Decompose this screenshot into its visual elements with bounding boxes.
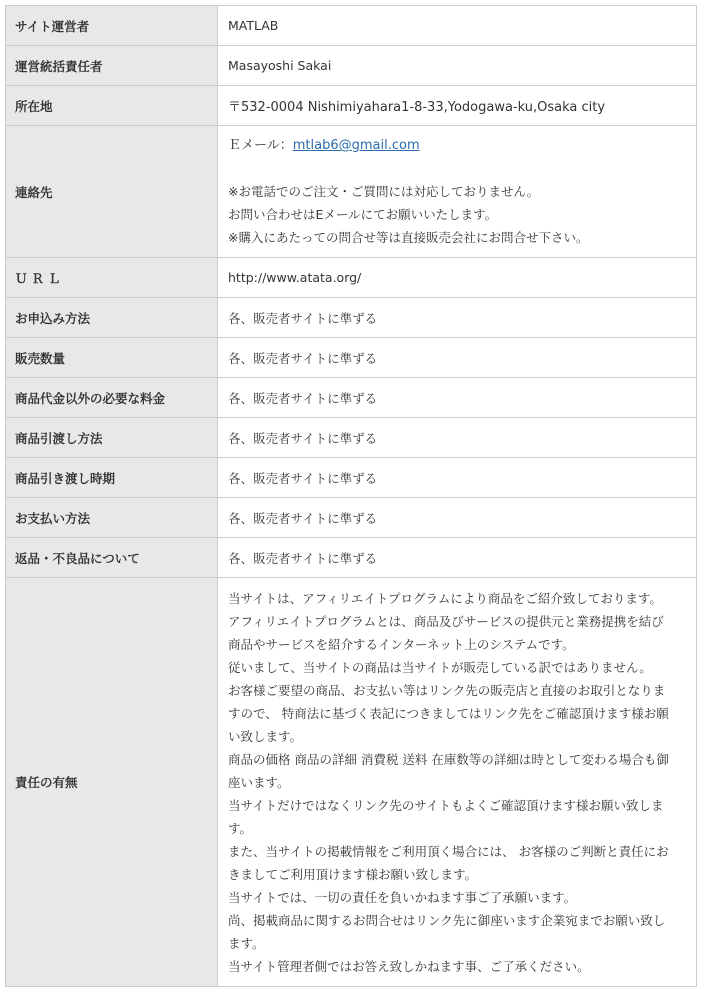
- table-row: [6, 126, 697, 258]
- disclaimer-line: 尚、掲載商品に関するお問合せはリンク先に御座います企業宛までお願い致し: [228, 912, 666, 928]
- disclaimer-line: す。: [228, 820, 253, 836]
- row-label-quantity: 販売数量: [6, 338, 218, 378]
- table-row: [6, 298, 697, 338]
- row-value-fees: 各、販売者サイトに準ずる: [218, 378, 697, 418]
- row-value-manager: Masayoshi Sakai: [218, 46, 697, 86]
- table-row: [6, 418, 697, 458]
- info-table: [5, 5, 697, 987]
- disclaimer-line: すので、 特商法に基づく表記につきましてはリンク先をご確認頂けます様お願: [228, 705, 669, 721]
- email-prefix: Ｅメール：: [228, 138, 293, 153]
- table-row: [6, 258, 697, 298]
- table-row: [6, 338, 697, 378]
- disclaimer-line: 当サイトでは、一切の責任を負いかねます事ご了承願います。: [228, 889, 577, 905]
- email-line: [228, 134, 688, 157]
- disclaimer-line: 当サイト管理者側ではお答え致しかねます事、ご了承ください。: [228, 958, 590, 974]
- table-row: [6, 378, 697, 418]
- row-value-order-method: 各、販売者サイトに準ずる: [218, 298, 697, 338]
- row-value-quantity: 各、販売者サイトに準ずる: [218, 338, 697, 378]
- disclaimer-line: 座います。: [228, 774, 290, 790]
- table-row: [6, 458, 697, 498]
- table-row: [6, 46, 697, 86]
- disclaimer-line: 商品やサービスを紹介するインターネット上のシステムです。: [228, 636, 575, 652]
- row-value-delivery-time: 各、販売者サイトに準ずる: [218, 458, 697, 498]
- contact-note: お問い合わせはEメールにてお願いいたします。: [228, 207, 498, 222]
- table-row: [6, 6, 697, 46]
- row-label-order-method: お申込み方法: [6, 298, 218, 338]
- disclaimer-line: また、当サイトの掲載情報をご利用頂く場合には、 お客様のご判断と責任にお: [228, 843, 669, 859]
- row-label-address: 所在地: [6, 86, 218, 126]
- disclaimer-line: きましてご利用頂けます様お願い致します。: [228, 866, 478, 882]
- row-value-responsibility: [218, 578, 697, 987]
- disclaimer-line: お客様ご要望の商品、お支払い等はリンク先の販売店と直接のお取引となりま: [228, 682, 666, 698]
- row-value-payment: 各、販売者サイトに準ずる: [218, 498, 697, 538]
- contact-note: ※お電話でのご注文・ご質問には対応しておりません。: [228, 184, 540, 199]
- disclaimer-line: 商品の価格 商品の詳細 消費税 送料 在庫数等の詳細は時として変わる場合も御: [228, 751, 669, 767]
- row-label-payment: お支払い方法: [6, 498, 218, 538]
- row-label-url: ＵＲＬ: [6, 258, 218, 298]
- row-label-operator: サイト運営者: [6, 6, 218, 46]
- row-value-operator: MATLAB: [218, 6, 697, 46]
- table-row: [6, 498, 697, 538]
- row-label-returns: 返品・不良品について: [6, 538, 218, 578]
- row-label-contact: 連絡先: [6, 126, 218, 258]
- row-label-delivery-method: 商品引渡し方法: [6, 418, 218, 458]
- spacer: [228, 157, 688, 180]
- row-value-contact: [218, 126, 697, 258]
- row-value-delivery-method: 各、販売者サイトに準ずる: [218, 418, 697, 458]
- row-label-manager: 運営統括責任者: [6, 46, 218, 86]
- row-label-fees: 商品代金以外の必要な料金: [6, 378, 218, 418]
- table-row: [6, 86, 697, 126]
- contact-note: ※購入にあたっての問合せ等は直接販売会社にお問合せ下さい。: [228, 230, 589, 245]
- row-value-url: http://www.atata.org/: [218, 258, 697, 298]
- table-row: [6, 538, 697, 578]
- email-link[interactable]: mtlab6@gmail.com: [292, 138, 420, 153]
- table-row: [6, 578, 697, 987]
- disclaimer-line: い致します。: [228, 728, 303, 744]
- disclaimer-line: アフィリエイトプログラムとは、商品及びサービスの提供元と業務提携を結び: [228, 613, 664, 629]
- disclaimer-line: 当サイトは、アフィリエイトプログラムにより商品をご紹介致しております。: [228, 590, 662, 606]
- row-label-delivery-time: 商品引き渡し時期: [6, 458, 218, 498]
- disclaimer-line: 従いまして、当サイトの商品は当サイトが販売している訳ではありません。: [228, 659, 652, 675]
- disclaimer-line: 当サイトだけではなくリンク先のサイトもよくご確認頂けます様お願い致しま: [228, 797, 664, 813]
- row-value-returns: 各、販売者サイトに準ずる: [218, 538, 697, 578]
- row-value-address: 〒532-0004 Nishimiyahara1-8-33,Yodogawa-ku,Osaka city: [218, 86, 697, 126]
- row-label-responsibility: 責任の有無: [6, 578, 218, 987]
- disclaimer-line: ます。: [228, 935, 265, 951]
